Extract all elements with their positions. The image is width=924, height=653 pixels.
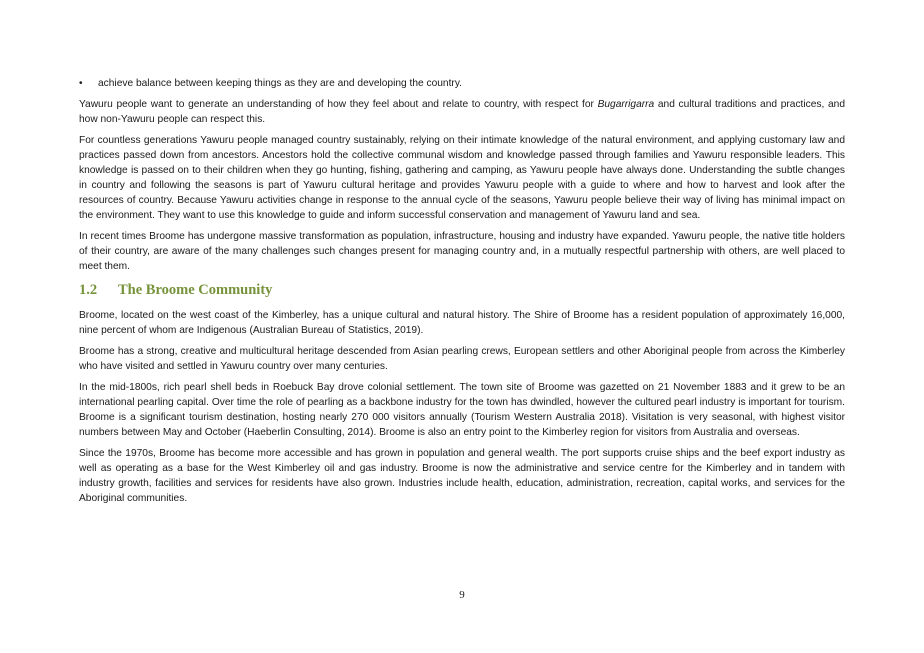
bullet-item bbox=[79, 76, 845, 91]
italic-term: Bugarrigarra bbox=[597, 99, 655, 110]
paragraph-intro-1 bbox=[79, 97, 845, 127]
document-page bbox=[79, 76, 845, 512]
paragraph-section-2: Broome has a strong, creative and multicultural heritage descended from Asian pearling crews, European settlers and other Aboriginal people from across the Kimberley who have visited and settled in Yawuru country over many centuries. bbox=[79, 346, 845, 372]
paragraph-section-3: In the mid-1800s, rich pearl shell beds in Roebuck Bay drove colonial settlement. The town site of Broome was gazetted on 21 November 1883 and it grew to be an international pearling capital. Over time the role of pearling as a backbone industry for the town has dwindled, however the cultured pearl industry is important for tourism. Broome is a significant tourism destination, hosting nearly 270 000 visitors annually (Tourism Western Australia 2018). Visitation is very seasonal, with highest visitor numbers between May and October (Haeberlin Consulting, 2014). Broome is also an entry point to the Kimberley region for visitors from Australia and overseas. bbox=[79, 382, 845, 438]
section-number: 1.2 bbox=[79, 282, 98, 298]
page-number: 9 bbox=[459, 589, 465, 601]
bullet-icon: • bbox=[79, 78, 83, 89]
paragraph-text: and cultural traditions and practices, and how non-Yawuru people can respect this. bbox=[79, 99, 845, 125]
paragraph-intro-2: For countless generations Yawuru people managed country sustainably, relying on their intimate knowledge of the natural environment, and applying customary law and practices passed down from ancestors. Ancestors hold the collective communal wisdom and knowledge passed through families and Yawuru responsible leaders. This knowledge is passed on to their children when they go hunting, fishing, gathering and camping, as Yawuru people have always done. Understanding the subtle changes in country and following the seasons is part of Yawuru cultural heritage and provides Yawuru people with a guide to where and how to harvest and look after the resources of country. Because Yawuru activities change in response to the annual cycle of the seasons, Yawuru people believe their way of living has minimal impact on the environment. They want to use this knowledge to guide and inform successful conservation and management of Yawuru land and sea. bbox=[79, 135, 845, 221]
bullet-text: achieve balance between keeping things as they are and developing the country. bbox=[98, 78, 462, 89]
paragraph-text: Yawuru people want to generate an understanding of how they feel about and relate to country, with respect for bbox=[79, 99, 598, 110]
paragraph-intro-3: In recent times Broome has undergone massive transformation as population, infrastructure, housing and industry have expanded. Yawuru people, the native title holders of their country, are aware of the many challenges such changes present for managing country and, in a mutually respectful partnership with others, are well placed to meet them. bbox=[79, 231, 845, 272]
paragraph-section-1: Broome, located on the west coast of the Kimberley, has a unique cultural and natural history. The Shire of Broome has a resident population of approximately 16,000, nine percent of whom are Indigenous (Australian Bureau of Statistics, 2019). bbox=[79, 310, 845, 336]
paragraph-section-4: Since the 1970s, Broome has become more accessible and has grown in population and general wealth. The port supports cruise ships and the beef export industry as well as operating as a base for the West Kimberley oil and gas industry. Broome is now the administrative and service centre for the Kimberley and in tandem with industry growth, facilities and services for residents have also grown. Industries include health, education, administration, recreation, capital works, and services for the Aboriginal communities. bbox=[79, 448, 845, 504]
section-heading bbox=[79, 280, 845, 300]
section-title: The Broome Community bbox=[118, 282, 273, 298]
